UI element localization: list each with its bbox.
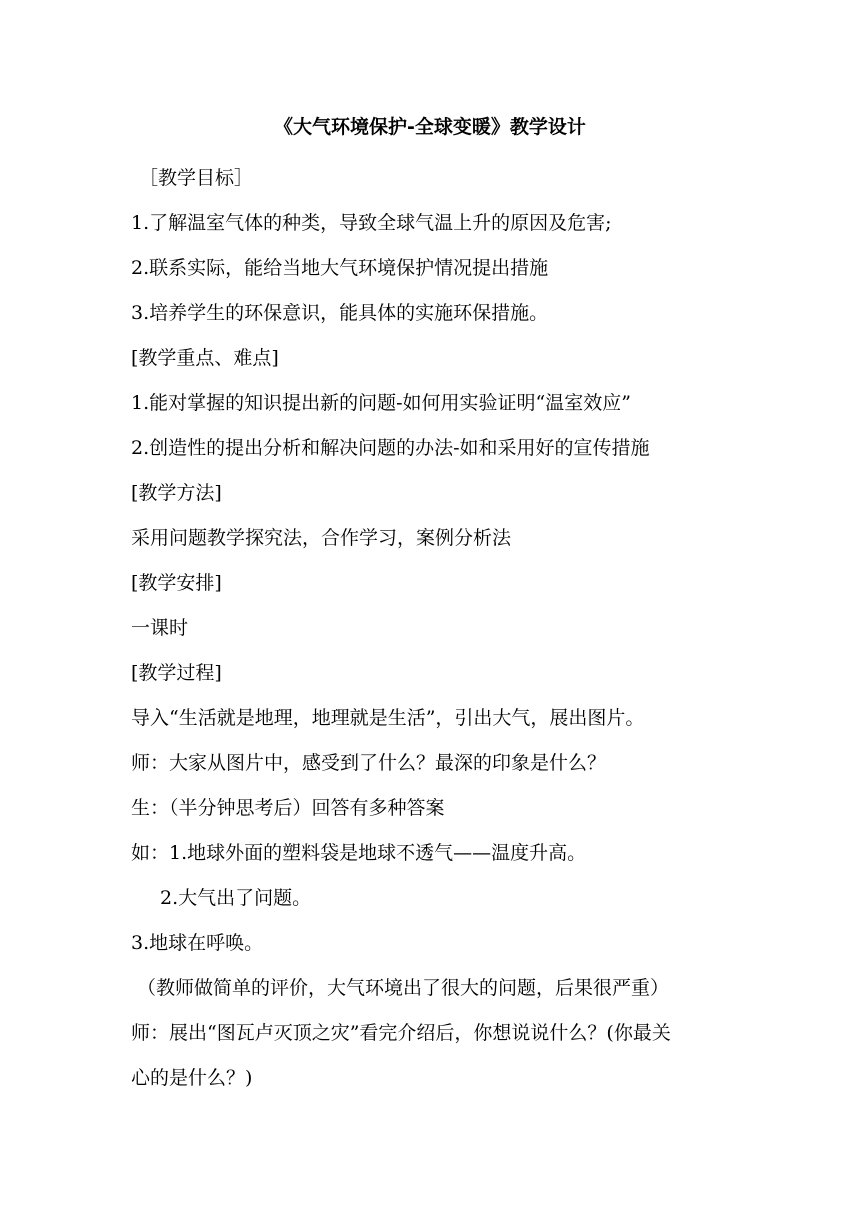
key-point-item-1: 1.能对掌握的知识提出新的问题-如何用实验证明“温室效应” bbox=[131, 392, 631, 414]
answer-example-3: 3.地球在呼唤。 bbox=[131, 932, 264, 954]
teacher-prompt-line-1: 师：展出“图瓦卢灭顶之灾”看完介绍后，你想说说什么？(你最关 bbox=[131, 1022, 671, 1044]
methods-text: 采用问题教学探究法，合作学习，案例分析法 bbox=[131, 527, 512, 549]
objective-item-1: 1.了解温室气体的种类，导致全球气温上升的原因及危害; bbox=[131, 212, 612, 234]
document-title: 《大气环境保护-全球变暖》教学设计 bbox=[274, 116, 586, 138]
key-point-item-2: 2.创造性的提出分析和解决问题的办法-如和采用好的宣传措施 bbox=[131, 437, 650, 459]
section-heading-schedule: [教学安排] bbox=[131, 572, 222, 594]
section-heading-key-points: [教学重点、难点] bbox=[131, 347, 279, 369]
section-heading-objectives: ［教学目标］ bbox=[139, 167, 254, 189]
document-body bbox=[131, 156, 741, 1101]
answer-example-2: 2.大气出了问题。 bbox=[160, 887, 312, 909]
answer-example-1: 如：1.地球外面的塑料袋是地球不透气——温度升高。 bbox=[131, 842, 587, 864]
teacher-question: 师：大家从图片中，感受到了什么？最深的印象是什么？ bbox=[131, 752, 607, 774]
objective-item-3: 3.培养学生的环保意识，能具体的实施环保措施。 bbox=[131, 302, 549, 324]
student-answer: 生：（半分钟思考后）回答有多种答案 bbox=[131, 797, 445, 819]
schedule-text: 一课时 bbox=[131, 617, 189, 639]
section-heading-methods: [教学方法] bbox=[131, 482, 222, 504]
objective-item-2: 2.联系实际，能给当地大气环境保护情况提出措施 bbox=[131, 257, 549, 279]
teacher-evaluation: （教师做简单的评价，大气环境出了很大的问题，后果很严重） bbox=[137, 977, 670, 999]
teacher-prompt-line-2: 心的是什么？) bbox=[131, 1067, 253, 1089]
process-intro: 导入“生活就是地理，地理就是生活”，引出大气，展出图片。 bbox=[131, 707, 645, 729]
section-heading-process: [教学过程] bbox=[131, 662, 222, 684]
